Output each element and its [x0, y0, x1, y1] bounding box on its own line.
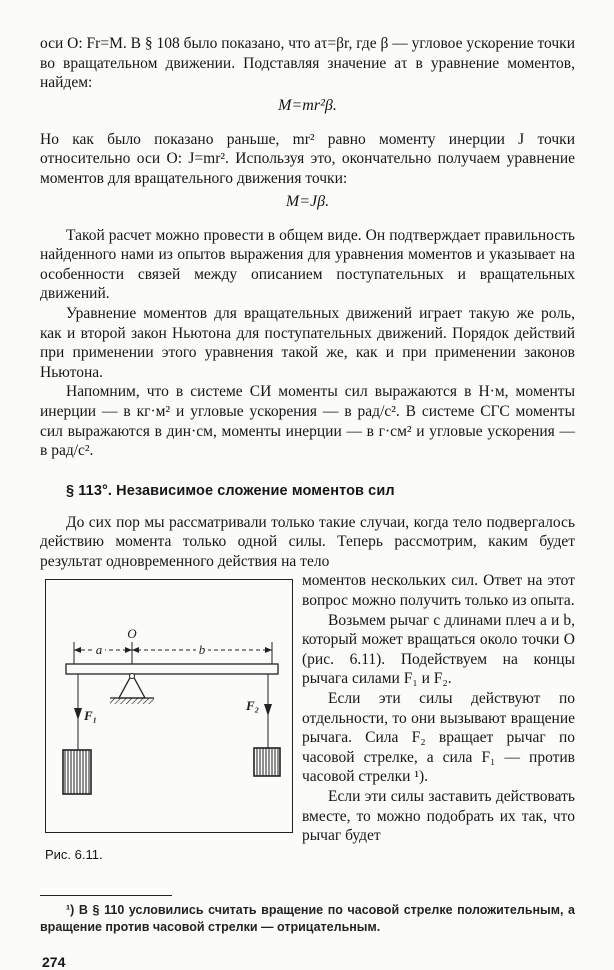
- formula-moment-mr2: M=mr²β.: [278, 96, 337, 114]
- f1-arrow: [74, 708, 82, 720]
- formula-moment-j: M=Jβ.: [285, 192, 330, 210]
- label-f1: F₁: [84, 708, 98, 724]
- side-paragraph-2: Возьмем рычаг с длинами плеч a и b, который может вращаться около точки O (рис. 6.11). Подействуем на концы рычага силами F₁ и F₂.: [302, 611, 575, 688]
- paragraph-3: Такой расчет можно провести в общем виде. Он подтверждает правильность найденного нами из опытов выражения для уравнения моментов и указывает на особенности связей между описанием поступательных и вращательных движений.: [40, 226, 575, 303]
- figure-caption: Рис. 6.11.: [45, 847, 103, 863]
- ground-hatch: [110, 698, 154, 704]
- label-o: O: [127, 626, 137, 642]
- right-weight: [254, 748, 280, 776]
- left-weight: [63, 750, 91, 794]
- side-paragraph-3: Если эти силы действуют по отдельности, то они вызывают вращение рычага. Сила F₂ вращает рычаг по часовой стрелке, а сила F₁ — против часовой стрелки ¹).: [302, 690, 575, 786]
- figure-area: [40, 571, 575, 871]
- footnote-rule: [40, 895, 172, 896]
- paragraph-4: Уравнение моментов для вращательных движений играет такую же роль, как и второй закон Ньютона для поступательных движений. Порядок действий при применении этого уравнения такой же, как и при применении законов Ньютона.: [40, 304, 575, 381]
- f2-arrow: [264, 704, 272, 716]
- label-a: a: [95, 642, 103, 658]
- section-title: § 113°. Независимое сложение моментов сил: [66, 482, 395, 499]
- footnote: ¹) В § 110 условились считать вращение по часовой стрелке положительным, а вращение против часовой стрелки — отрицательным.: [40, 903, 575, 935]
- lever-figure: [45, 579, 293, 833]
- book-page: [40, 34, 575, 970]
- label-f2: F₂: [246, 698, 260, 714]
- paragraph-2: Но как было показано раньше, mr² равно моменту инерции J точки относительно оси O: J=mr². Используя это, окончательно получаем уравнение моментов для вращательного движения точки:: [40, 130, 575, 187]
- paragraph-1: оси O: Fr=M. В § 108 было показано, что aτ=βr, где β — угловое ускорение точки во вращательном движении. Подставляя значение aτ в уравнение моментов, найдем:: [40, 35, 575, 92]
- side-paragraph-4: Если эти силы заставить действовать вместе, то можно подобрать их так, что рычаг будет: [302, 788, 575, 845]
- paragraph-5: Напомним, что в системе СИ моменты сил выражаются в Н·м, моменты инерции — в кг·м² и угловые ускорения — в рад/с². В системе СГС моменты сил выражаются в дин·см, моменты инерции — в г·см² и угловые ускорения — в рад/с².: [40, 383, 575, 460]
- label-b: b: [198, 642, 206, 658]
- lever-diagram: [46, 580, 292, 832]
- page-number: 274: [42, 954, 66, 970]
- lever-bar: [66, 664, 278, 674]
- paragraph-6: До сих пор мы рассматривали только такие случаи, когда тело подвергалось действию момента только одной силы. Теперь рассмотрим, каким будет результат одновременного действия на тело: [40, 513, 575, 570]
- side-text-column: [302, 571, 575, 845]
- side-paragraph-1: моментов нескольких сил. Ответ на этот вопрос можно получить только из опыта.: [302, 572, 575, 610]
